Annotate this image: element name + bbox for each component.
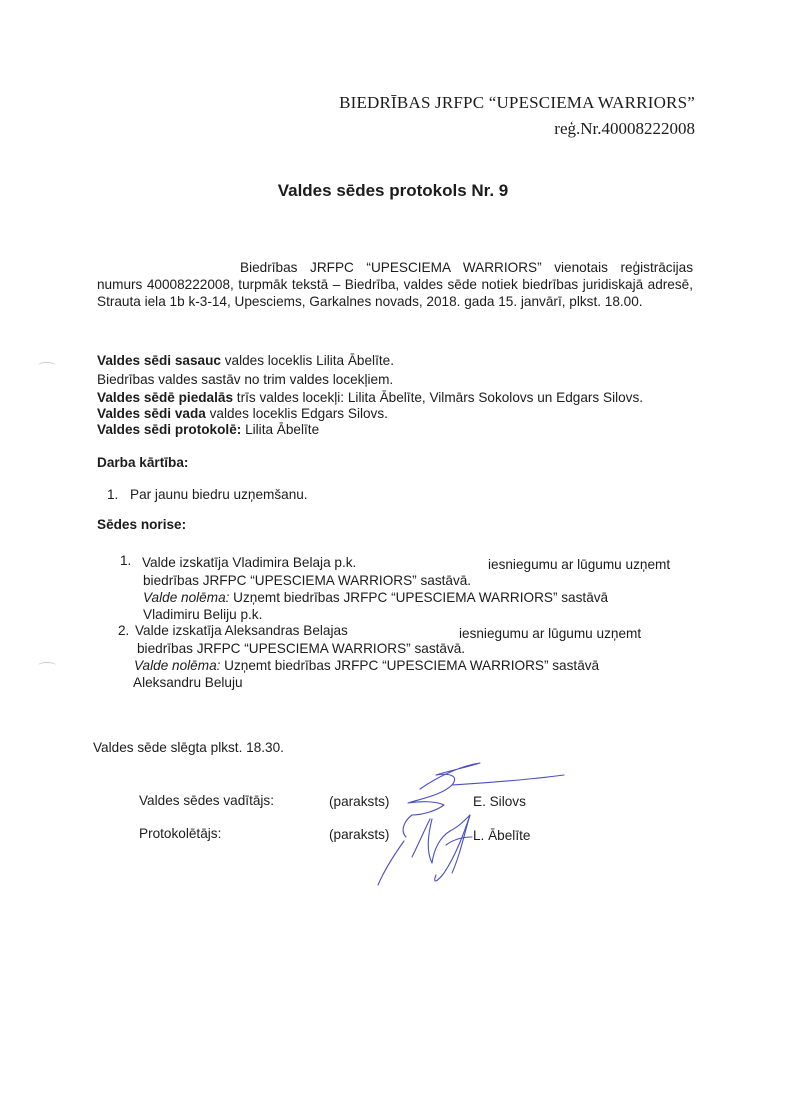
convened-label: Valdes sēdi sasauc [97, 353, 221, 368]
proceedings-item-text: iesniegumu ar lūgumu uzņemt [488, 557, 671, 572]
signature-placeholder: (paraksts) [329, 794, 390, 809]
intro-paragraph [97, 259, 693, 310]
agenda-item-number: 1. [107, 487, 119, 502]
signature-role: Valdes sēdes vadītājs: [139, 793, 275, 808]
document-title: Valdes sēdes protokols Nr. 9 [277, 181, 509, 200]
participants-line [97, 390, 643, 405]
handwritten-signature [360, 745, 570, 895]
signature-role: Protokolētājs: [139, 826, 222, 841]
proceedings-item-number: 1. [120, 553, 132, 568]
scan-artifact [38, 362, 56, 369]
participants-text: trīs valdes locekļi: Lilita Ābelīte, Vilmārs Sokolovs un Edgars Silovs. [233, 390, 644, 405]
decision-label: Valde nolēma: [134, 658, 221, 673]
organization-name: BIEDRĪBAS JRFPC “UPESCIEMA WARRIORS” [339, 93, 695, 112]
registration-number: reģ.Nr.40008222008 [554, 119, 695, 138]
decision-text: Uzņemt biedrības JRFPC “UPESCIEMA WARRIORS” sastāvā [220, 658, 600, 673]
secretary-line [97, 422, 319, 437]
proceedings-item-number: 2. [118, 623, 130, 638]
chair-text: valdes loceklis Edgars Silovs. [205, 406, 388, 421]
signature-placeholder: (paraksts) [329, 827, 390, 842]
agenda-item-text: Par jaunu biedru uzņemšanu. [130, 487, 308, 502]
proceedings-item-text: iesniegumu ar lūgumu uzņemt [459, 626, 642, 641]
proceedings-decision [134, 658, 599, 673]
closing-statement: Valdes sēde slēgta plkst. 18.30. [93, 740, 284, 755]
agenda-heading: Darba kārtība: [97, 455, 189, 470]
secretary-text: Lilita Ābelīte [241, 422, 320, 437]
decision-label: Valde nolēma: [143, 590, 230, 605]
proceedings-item-text: biedrības JRFPC “UPESCIEMA WARRIORS” sastāvā. [137, 641, 466, 656]
composition-line: Biedrības valdes sastāv no trim valdes locekļiem. [97, 372, 394, 387]
participants-label: Valdes sēdē piedalās [97, 390, 234, 405]
decision-text: Uzņemt biedrības JRFPC “UPESCIEMA WARRIORS” sastāvā [229, 590, 609, 605]
proceedings-heading: Sēdes norise: [97, 517, 187, 532]
intro-text: Biedrības JRFPC “UPESCIEMA WARRIORS” vienotais reģistrācijas numurs 40008222008, turpmāk tekstā – Biedrība, valdes sēde notiek biedrības juridiskajā adresē, Strauta iela 1b k-3-14, Upesciems, Garkalnes novads, 2018. gada 15. janvārī, plkst. 18.00. [97, 260, 693, 309]
proceedings-item-text: Valde izskatīja Vladimira Belaja p.k. [142, 555, 357, 570]
convened-text: valdes loceklis Lilita Ābelīte. [220, 353, 394, 368]
convened-line [97, 353, 394, 368]
proceedings-item-text: Valde izskatīja Aleksandras Belajas [135, 623, 348, 638]
proceedings-decision-name: Aleksandru Beluju [133, 675, 243, 690]
proceedings-decision-name: Vladimiru Beliju p.k. [143, 607, 263, 622]
scan-artifact [38, 662, 56, 669]
proceedings-decision [143, 590, 689, 605]
secretary-label: Valdes sēdi protokolē: [97, 422, 242, 437]
signatory-name: L. Ābelīte [473, 828, 531, 843]
chair-line [97, 406, 388, 421]
chair-label: Valdes sēdi vada [97, 406, 206, 421]
proceedings-item-text: biedrības JRFPC “UPESCIEMA WARRIORS” sastāvā. [143, 573, 472, 588]
signatory-name: E. Silovs [473, 794, 526, 809]
